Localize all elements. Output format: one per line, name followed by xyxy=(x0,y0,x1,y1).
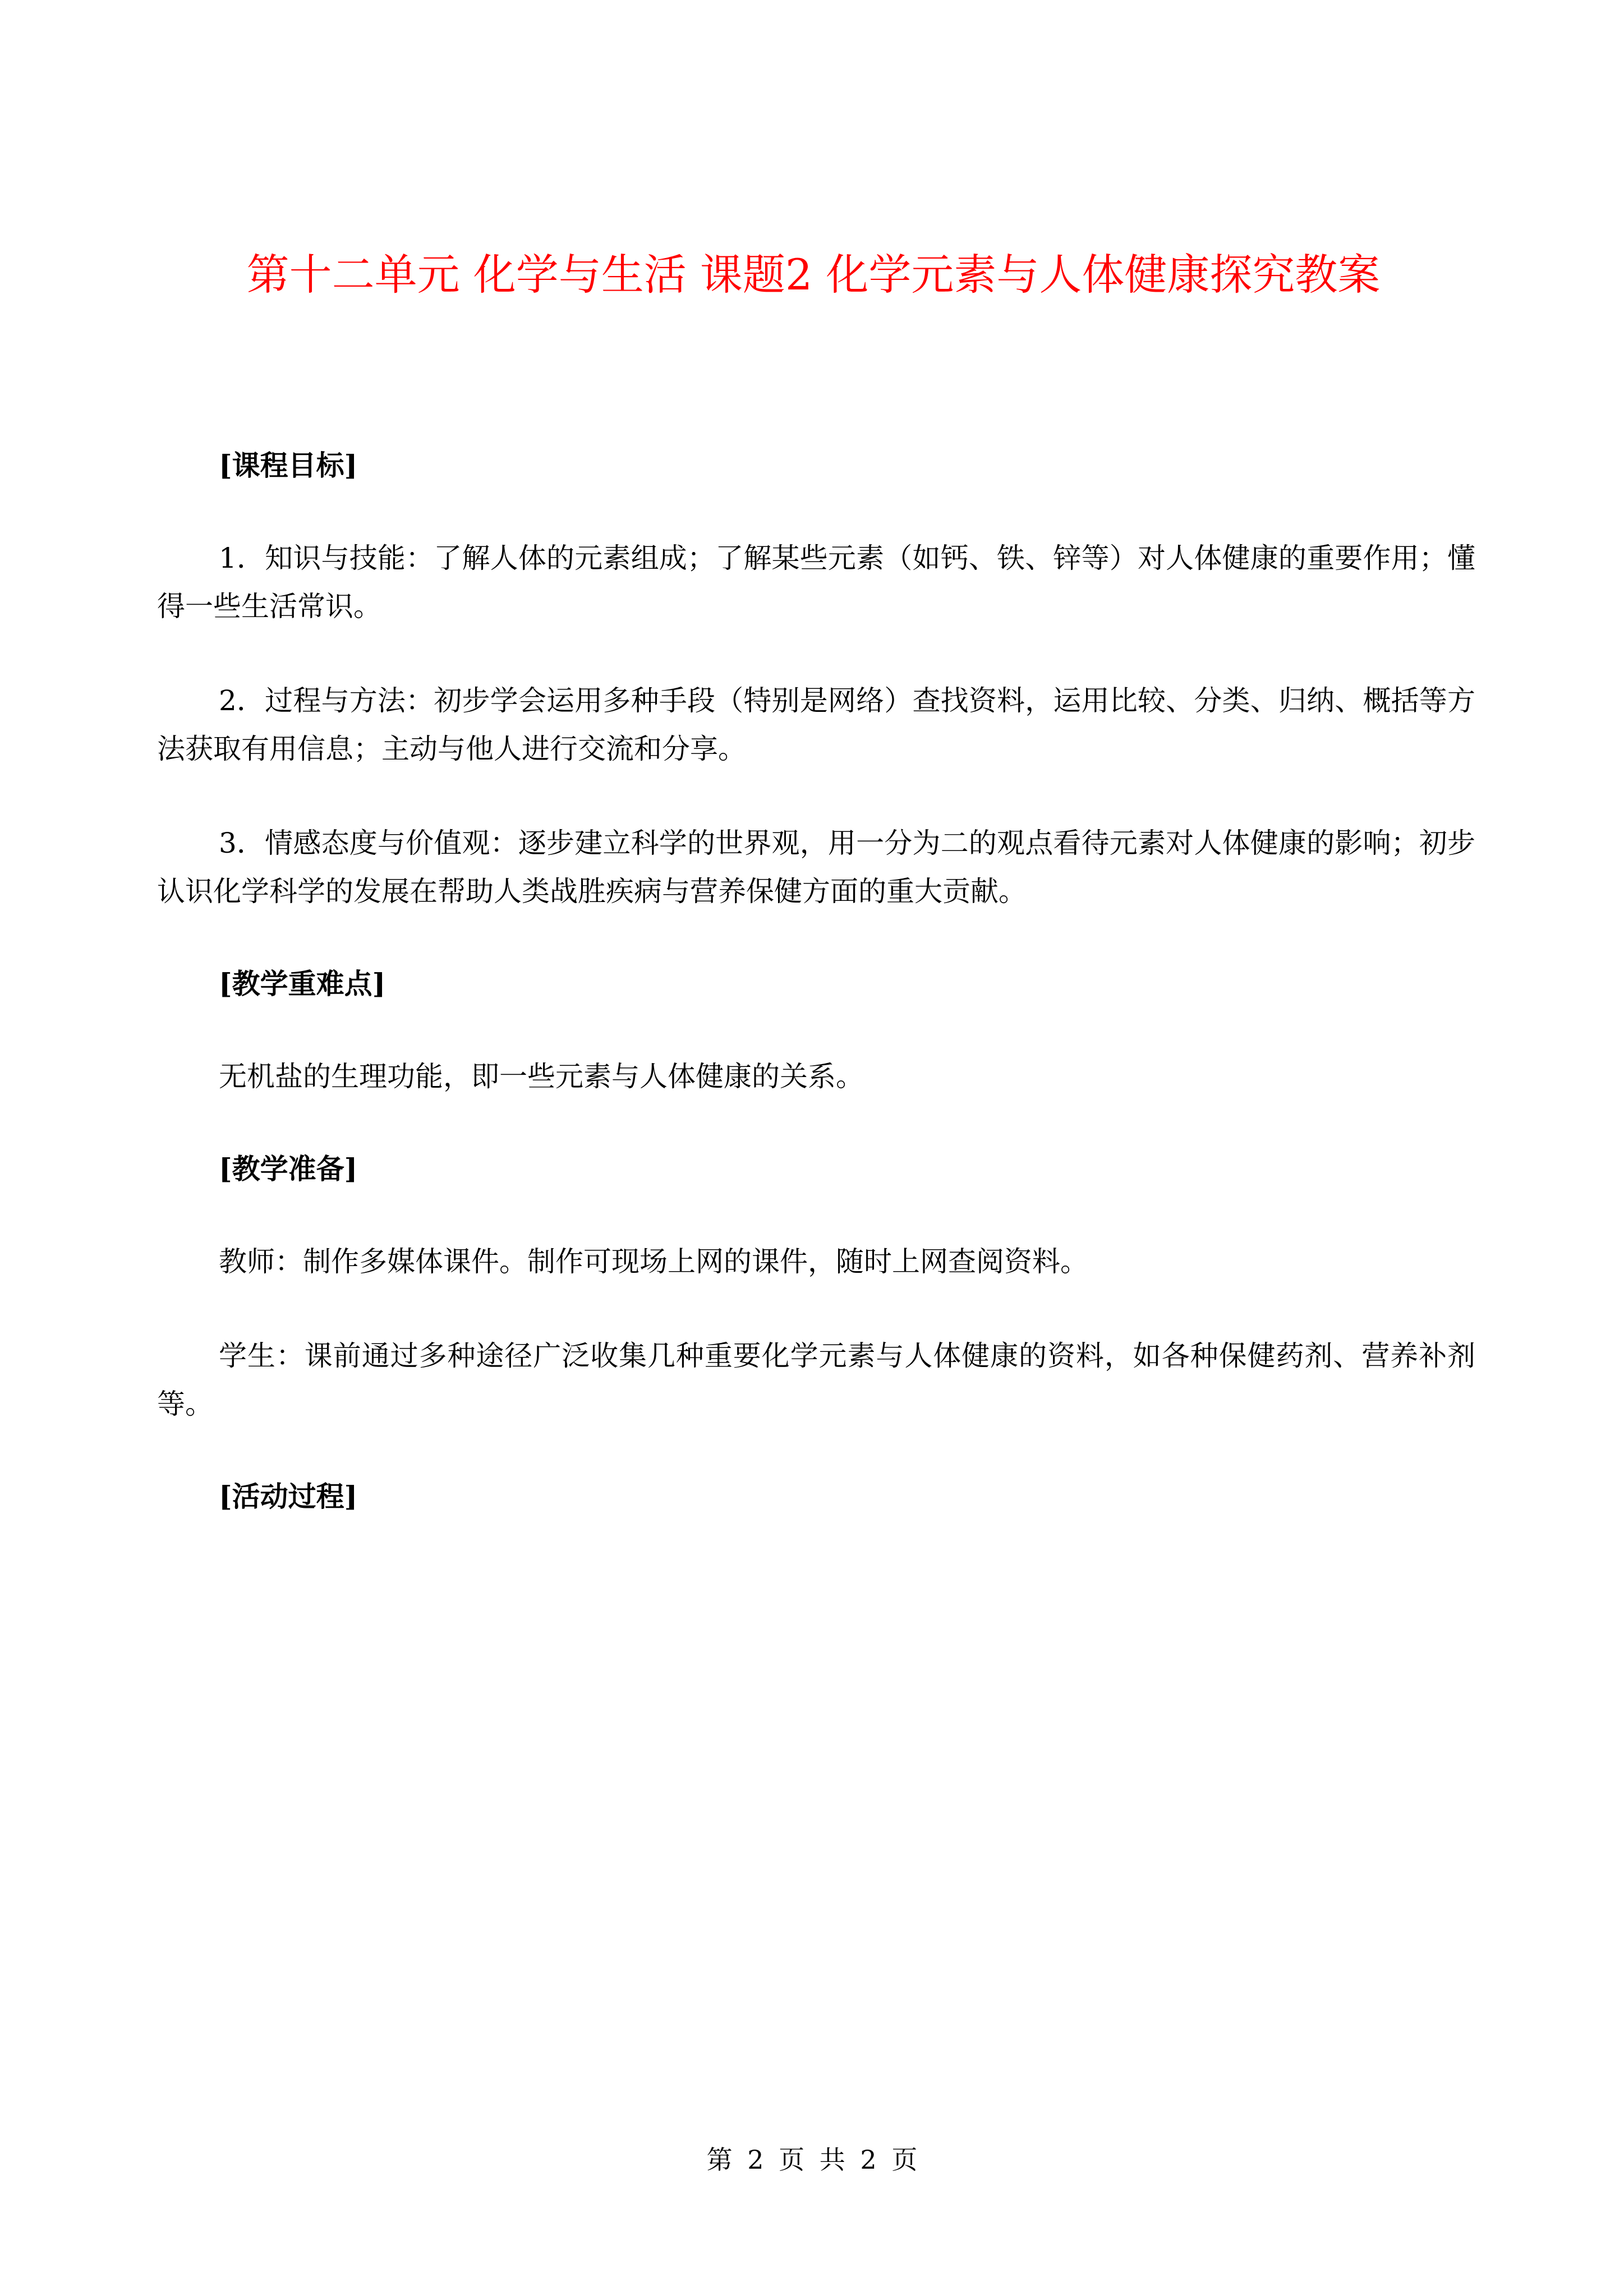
page-number-footer: 第 2 页 共 2 页 xyxy=(706,2145,918,2175)
preparation-student: 学生：课前通过多种途径广泛收集几种重要化学元素与人体健康的资料，如各种保健药剂、营养补剂等。 xyxy=(157,1340,1475,1420)
goal-item-process: 2．过程与方法：初步学会运用多种手段（特别是网络）查找资料，运用比较、分类、归纳、概括等方法获取有用信息；主动与他人进行交流和分享。 xyxy=(157,684,1475,765)
document-body xyxy=(157,443,1475,1565)
key-points-text: 无机盐的生理功能，即一些元素与人体健康的关系。 xyxy=(219,1060,864,1093)
section-heading-key-points: [教学重难点] xyxy=(219,967,386,1000)
goal-item-knowledge: 1．知识与技能：了解人体的元素组成；了解某些元素（如钙、铁、锌等）对人体健康的重要作用；懂得一些生活常识。 xyxy=(157,542,1475,623)
goal-item-attitude: 3．情感态度与价值观：逐步建立科学的世界观，用一分为二的观点看待元素对人体健康的影响；初步认识化学科学的发展在帮助人类战胜疾病与营养保健方面的重大贡献。 xyxy=(157,827,1475,908)
preparation-teacher: 教师：制作多媒体课件。制作可现场上网的课件，随时上网查阅资料。 xyxy=(219,1245,1088,1278)
section-heading-process: [活动过程] xyxy=(219,1480,358,1513)
section-heading-preparation: [教学准备] xyxy=(219,1152,358,1185)
document-title: 第十二单元 化学与生活 课题2 化学元素与人体健康探究教案 xyxy=(246,250,1381,300)
section-heading-goals: [课程目标] xyxy=(219,449,358,482)
